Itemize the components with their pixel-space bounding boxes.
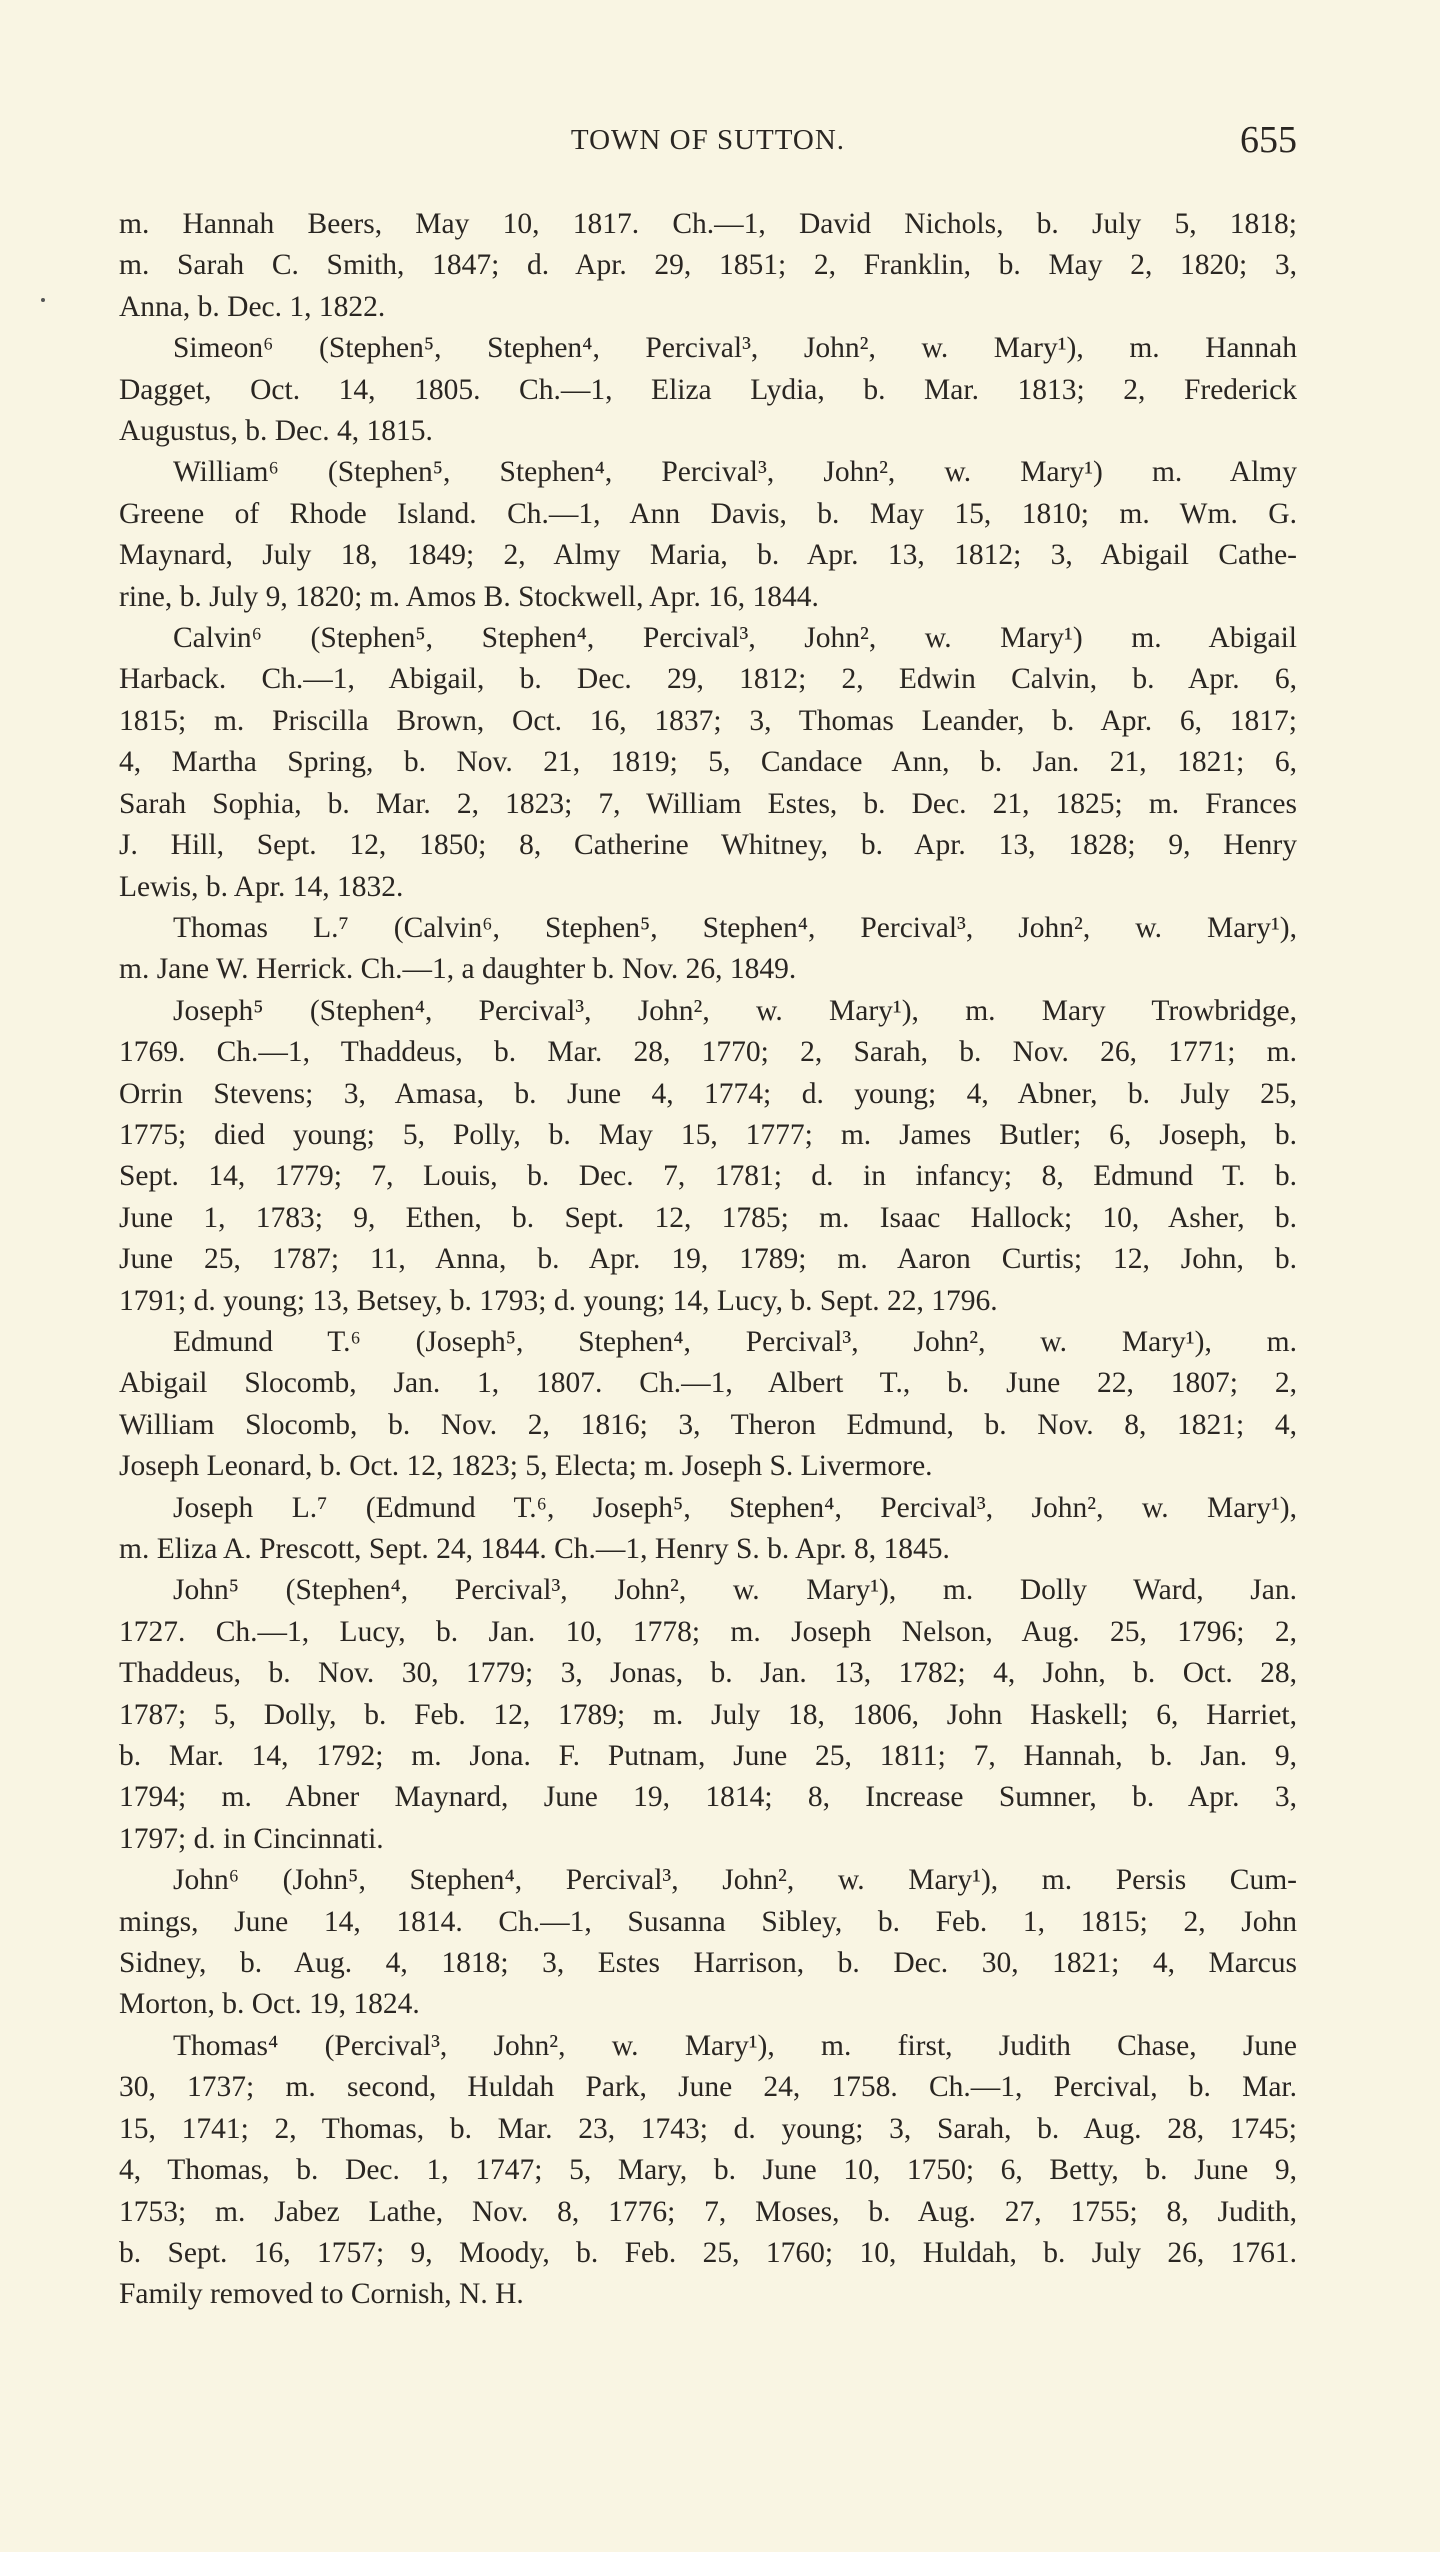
text-line: Lewis, b. Apr. 14, 1832.	[119, 870, 404, 903]
text-line: Sidney, b. Aug. 4, 1818; 3, Estes Harrison, b. Dec. 30, 1821; 4, Marcus	[119, 1947, 1297, 1980]
text-line: 4, Thomas, b. Dec. 1, 1747; 5, Mary, b. June 10, 1750; 6, Betty, b. June 9,	[119, 2154, 1297, 2187]
text-line: June 1, 1783; 9, Ethen, b. Sept. 12, 1785; m. Isaac Hallock; 10, Asher, b.	[119, 1201, 1297, 1234]
text-line: Augustus, b. Dec. 4, 1815.	[119, 415, 433, 448]
text-line: Orrin Stevens; 3, Amasa, b. June 4, 1774; d. young; 4, Abner, b. July 25,	[119, 1077, 1297, 1110]
running-title: TOWN OF SUTTON.	[570, 124, 846, 156]
text-line: William Slocomb, b. Nov. 2, 1816; 3, Theron Edmund, b. Nov. 8, 1821; 4,	[119, 1408, 1297, 1441]
text-line: Edmund T.⁶ (Joseph⁵, Stephen⁴, Percival³, John², w. Mary¹), m.	[173, 1325, 1297, 1358]
text-line: Calvin⁶ (Stephen⁵, Stephen⁴, Percival³, John², w. Mary¹) m. Abigail	[173, 622, 1297, 655]
genealogy-entry	[119, 1322, 1297, 1488]
text-line: Joseph L.⁷ (Edmund T.⁶, Joseph⁵, Stephen⁴, Percival³, John², w. Mary¹),	[173, 1491, 1297, 1524]
text-line: m. Jane W. Herrick. Ch.—1, a daughter b. Nov. 26, 1849.	[119, 953, 797, 986]
genealogy-entry	[119, 908, 1297, 991]
text-line: b. Sept. 16, 1757; 9, Moody, b. Feb. 25, 1760; 10, Huldah, b. July 26, 1761.	[119, 2236, 1297, 2269]
text-line: Greene of Rhode Island. Ch.—1, Ann Davis, b. May 15, 1810; m. Wm. G.	[119, 497, 1297, 530]
text-line: m. Sarah C. Smith, 1847; d. Apr. 29, 1851; 2, Franklin, b. May 2, 1820; 3,	[119, 249, 1297, 282]
text-line: 1769. Ch.—1, Thaddeus, b. Mar. 28, 1770; 2, Sarah, b. Nov. 26, 1771; m.	[119, 1036, 1297, 1069]
text-line: 4, Martha Spring, b. Nov. 21, 1819; 5, Candace Ann, b. Jan. 21, 1821; 6,	[119, 746, 1297, 779]
genealogy-entry	[119, 204, 1297, 328]
page-header	[119, 118, 1297, 168]
text-line: Sept. 14, 1779; 7, Louis, b. Dec. 7, 1781; d. in infancy; 8, Edmund T. b.	[119, 1160, 1297, 1193]
text-line: mings, June 14, 1814. Ch.—1, Susanna Sibley, b. Feb. 1, 1815; 2, John	[119, 1905, 1297, 1938]
page-number: 655	[1240, 119, 1297, 161]
text-line: June 25, 1787; 11, Anna, b. Apr. 19, 1789; m. Aaron Curtis; 12, John, b.	[119, 1243, 1297, 1276]
genealogy-entry	[119, 1488, 1297, 1571]
text-line: Sarah Sophia, b. Mar. 2, 1823; 7, William Estes, b. Dec. 21, 1825; m. Frances	[119, 787, 1297, 820]
text-line: Thaddeus, b. Nov. 30, 1779; 3, Jonas, b. Jan. 13, 1782; 4, John, b. Oct. 28,	[119, 1657, 1297, 1690]
genealogy-entry	[119, 1860, 1297, 2026]
text-line: 1775; died young; 5, Polly, b. May 15, 1777; m. James Butler; 6, Joseph, b.	[119, 1118, 1297, 1151]
text-line: b. Mar. 14, 1792; m. Jona. F. Putnam, June 25, 1811; 7, Hannah, b. Jan. 9,	[119, 1740, 1297, 1773]
text-line: m. Eliza A. Prescott, Sept. 24, 1844. Ch.—1, Henry S. b. Apr. 8, 1845.	[119, 1533, 950, 1565]
text-line: John⁵ (Stephen⁴, Percival³, John², w. Mary¹), m. Dolly Ward, Jan.	[173, 1574, 1297, 1607]
text-line: Dagget, Oct. 14, 1805. Ch.—1, Eliza Lydia, b. Mar. 1813; 2, Frederick	[119, 373, 1297, 406]
text-line: rine, b. July 9, 1820; m. Amos B. Stockwell, Apr. 16, 1844.	[119, 580, 819, 613]
text-line: 1787; 5, Dolly, b. Feb. 12, 1789; m. July 18, 1806, John Haskell; 6, Harriet,	[119, 1698, 1297, 1731]
text-line: 15, 1741; 2, Thomas, b. Mar. 23, 1743; d. young; 3, Sarah, b. Aug. 28, 1745;	[119, 2112, 1297, 2145]
text-line: William⁶ (Stephen⁵, Stephen⁴, Percival³, John², w. Mary¹) m. Almy	[173, 456, 1297, 489]
text-line: Joseph Leonard, b. Oct. 12, 1823; 5, Electa; m. Joseph S. Livermore.	[119, 1450, 933, 1483]
text-line: J. Hill, Sept. 12, 1850; 8, Catherine Whitney, b. Apr. 13, 1828; 9, Henry	[119, 829, 1297, 862]
text-line: 1727. Ch.—1, Lucy, b. Jan. 10, 1778; m. Joseph Nelson, Aug. 25, 1796; 2,	[119, 1615, 1297, 1648]
text-line: Maynard, July 18, 1849; 2, Almy Maria, b. Apr. 13, 1812; 3, Abigail Cathe-	[119, 539, 1297, 572]
text-line: 1791; d. young; 13, Betsey, b. 1793; d. young; 14, Lucy, b. Sept. 22, 1796.	[119, 1284, 998, 1317]
genealogy-entry	[119, 328, 1297, 452]
text-line: 1815; m. Priscilla Brown, Oct. 16, 1837; 3, Thomas Leander, b. Apr. 6, 1817;	[119, 704, 1297, 737]
genealogy-entry	[119, 1570, 1297, 1860]
text-line: Simeon⁶ (Stephen⁵, Stephen⁴, Percival³, John², w. Mary¹), m. Hannah	[173, 332, 1297, 365]
text-line: 1794; m. Abner Maynard, June 19, 1814; 8, Increase Sumner, b. Apr. 3,	[119, 1781, 1297, 1814]
text-line: Morton, b. Oct. 19, 1824.	[119, 1988, 420, 2021]
genealogy-entry	[119, 991, 1297, 1322]
genealogy-entry	[119, 452, 1297, 618]
text-line: Anna, b. Dec. 1, 1822.	[119, 290, 386, 323]
text-line: 1797; d. in Cincinnati.	[119, 1822, 384, 1855]
genealogy-text	[119, 204, 1297, 2316]
text-line: Thomas⁴ (Percival³, John², w. Mary¹), m. first, Judith Chase, June	[173, 2029, 1297, 2062]
text-line: 30, 1737; m. second, Huldah Park, June 24, 1758. Ch.—1, Percival, b. Mar.	[119, 2071, 1297, 2104]
text-line: Thomas L.⁷ (Calvin⁶, Stephen⁵, Stephen⁴, Percival³, John², w. Mary¹),	[173, 911, 1297, 944]
genealogy-entry	[119, 618, 1297, 908]
text-line: m. Hannah Beers, May 10, 1817. Ch.—1, David Nichols, b. July 5, 1818;	[119, 208, 1297, 240]
text-line: Abigail Slocomb, Jan. 1, 1807. Ch.—1, Albert T., b. June 22, 1807; 2,	[119, 1367, 1297, 1400]
text-line: John⁶ (John⁵, Stephen⁴, Percival³, John², w. Mary¹), m. Persis Cum-	[173, 1864, 1297, 1897]
text-line: Family removed to Cornish, N. H.	[119, 2278, 524, 2311]
genealogy-entry	[119, 2026, 1297, 2316]
text-line: 1753; m. Jabez Lathe, Nov. 8, 1776; 7, Moses, b. Aug. 27, 1755; 8, Judith,	[119, 2195, 1297, 2228]
margin-speck	[41, 298, 45, 302]
text-line: Harback. Ch.—1, Abigail, b. Dec. 29, 1812; 2, Edwin Calvin, b. Apr. 6,	[119, 663, 1297, 696]
text-line: Joseph⁵ (Stephen⁴, Percival³, John², w. Mary¹), m. Mary Trowbridge,	[173, 994, 1297, 1027]
